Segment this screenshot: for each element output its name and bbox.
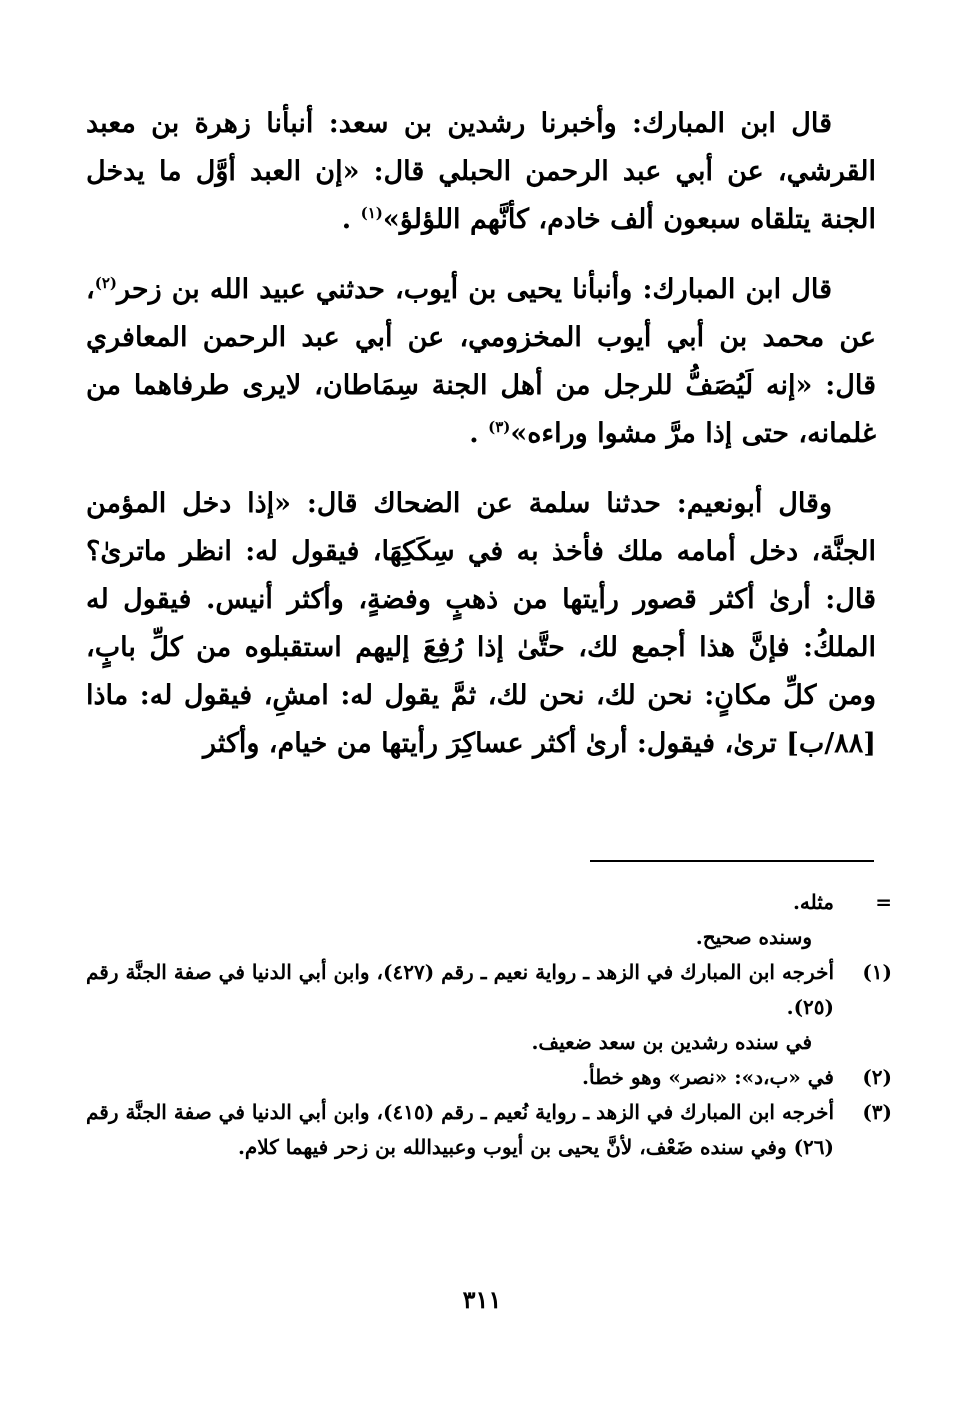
footnote-continuation-mark: = <box>875 890 892 914</box>
footnote-3 <box>86 1095 892 1165</box>
paragraph-1-end: . <box>341 204 352 235</box>
footnote-ref-1: (١) <box>360 204 383 222</box>
page-number: ٣١١ <box>462 1285 502 1314</box>
paragraph-3-text: وقال أبونعيم: حدثنا سلمة عن الضحاك قال: «إذا دخل المؤمن الجنَّة، دخل أمامه ملك فأخذ به في سِكَكِهَا، فيقول له: انظر ماترىٰ؟ قال: أرىٰ أكثر قصور رأيتها من ذهبٍ وفضةٍ، وأكثر أنيس. فيقول له الملكُ: فإنَّ هذا أجمع لك، حتَّىٰ إذا رُفِعَ إليهم استقبلوه من كلِّ بابٍ، ومن كلِّ مكانٍ: نحن لك، نحن لك، ثمَّ يقول له: امشِ، فيقول له: ماذا [٨٨/ب] ترىٰ، فيقول: أرىٰ أكثر عساكِرَ رأيتها من خيام، وأكثر <box>86 488 876 759</box>
footnote-separator <box>590 860 874 862</box>
paragraph-2-end: . <box>469 418 479 449</box>
footnote-continuation-sub: وسنده صحيح. <box>695 925 812 949</box>
footnote-3-mark: (٣) <box>862 1100 892 1124</box>
paragraph-1 <box>86 100 876 244</box>
paragraph-2-text: قال ابن المبارك: وأنبأنا يحيى بن أيوب، حدثني عبيد الله بن زحر <box>117 274 832 305</box>
footnote-1-mark: (١) <box>862 960 892 984</box>
footnote-2 <box>86 1060 892 1095</box>
footnote-1 <box>86 955 892 1025</box>
paragraph-3 <box>86 480 876 768</box>
footnote-ref-2: (٢) <box>94 274 117 292</box>
footnote-continuation <box>86 885 892 920</box>
paragraph-2-text-continued: ، عن محمد بن أبي أيوب المخزومي، عن أبي عبد الرحمن المعافري قال: «إنه لَيُصَفُّ للرجل من أهل الجنة سِمَاطان، لايرى طرفاهما من غلمانه، حتى إذا مرَّ مشوا وراءه» <box>86 274 876 449</box>
footnote-1-sub: في سنده رشدين بن سعد ضعيف. <box>531 1030 812 1054</box>
footnote-2-mark: (٢) <box>862 1065 892 1089</box>
footnote-continuation-text: مثله. <box>792 890 834 914</box>
footnotes <box>86 885 892 1165</box>
paragraph-1-text: قال ابن المبارك: وأخبرنا رشدين بن سعد: أنبأنا زهرة بن معبد القرشي، عن أبي عبد الرحمن الحبلي قال: «إن العبد أوَّل ما يدخل الجنة يتلقاه سبعون ألف خادم، كأنَّهم اللؤلؤ» <box>86 108 876 235</box>
footnote-2-text: في «ب،د»: «نصر» وهو خطأ. <box>582 1065 834 1089</box>
footnote-1-text: أخرجه ابن المبارك في الزهد ـ رواية نعيم ـ رقم (٤٢٧)، وابن أبي الدنيا في صفة الجنَّة رقم (٢٥). <box>86 960 835 1019</box>
footnote-ref-3: (٣) <box>488 418 511 436</box>
footnote-3-text: أخرجه ابن المبارك في الزهد ـ رواية نُعيم ـ رقم (٤١٥)، وابن أبي الدنيا في صفة الجنَّة رقم (٢٦) وفي سنده ضَعْف، لأنَّ يحيى بن أيوب وعبيدالله بن زحر فيهما كلام. <box>86 1100 835 1159</box>
main-text <box>86 100 876 790</box>
paragraph-2 <box>86 266 876 458</box>
